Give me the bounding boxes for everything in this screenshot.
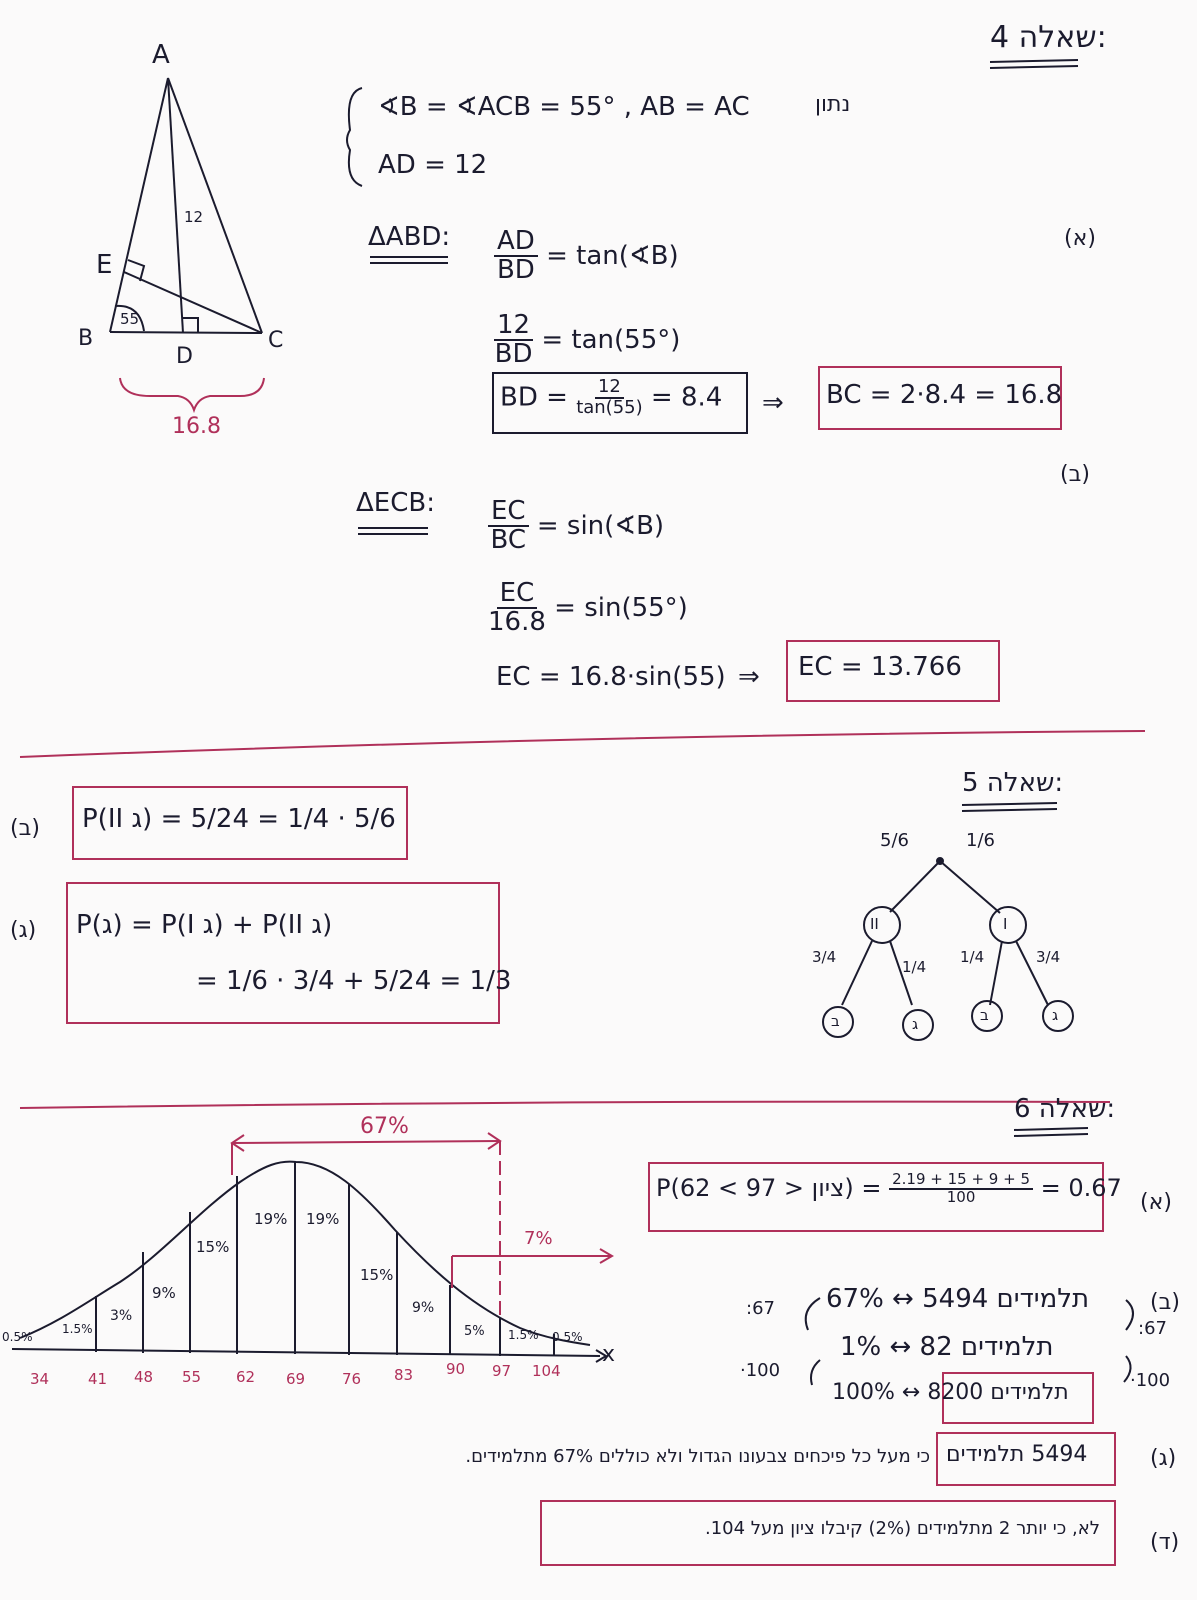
pct-4: 15% bbox=[196, 1238, 230, 1256]
pct-11: 0.5% bbox=[552, 1330, 583, 1344]
tick-69: 69 bbox=[286, 1370, 306, 1388]
ec-result: EC = 13.766 bbox=[798, 652, 962, 682]
vertex-e: E bbox=[96, 250, 113, 280]
segment-ec bbox=[124, 272, 262, 333]
vertex-c: C bbox=[268, 328, 284, 353]
p-a-expr: P(62 < ציון < 97) = $\frac{2.19 + 15 + 9 + 5}{100}$ = 0.67 bbox=[656, 1170, 1122, 1206]
tree-p-right: 1/6 bbox=[966, 830, 995, 851]
div-67-left: :67 bbox=[746, 1298, 775, 1319]
pct-2: 3% bbox=[110, 1308, 133, 1324]
tree-leaf-2: ג bbox=[912, 1015, 919, 1033]
side-bc bbox=[110, 332, 262, 333]
tree-p-lr: 1/4 bbox=[902, 958, 927, 976]
given-line1: ∢B = ∢ACB = 55° , AB = AC bbox=[378, 92, 750, 122]
angle-b-label: 55 bbox=[120, 310, 140, 328]
ad-length-label: 12 bbox=[184, 208, 204, 226]
q6-title: שאלה 6: bbox=[1014, 1094, 1116, 1124]
tree-node-ii: II bbox=[870, 915, 879, 933]
tick-97: 97 bbox=[492, 1362, 512, 1380]
bd-result: BD = $\frac{12}{\tan(55)}$ = 8.4 bbox=[500, 376, 723, 418]
tree-p-left: 5/6 bbox=[880, 830, 909, 851]
tree-node-i: I bbox=[1003, 915, 1008, 933]
vertex-a: A bbox=[152, 40, 170, 70]
q5-part-b-label: (ב) bbox=[10, 816, 40, 841]
implies-arrow-2: ⇒ bbox=[738, 662, 760, 692]
x-axis-label: x bbox=[602, 1342, 616, 1367]
pct-3: 9% bbox=[152, 1284, 176, 1302]
part-c-text: כי מעל כל פיכחים צבעונו הגדול ולא כוללים 67% מתלמידים. bbox=[465, 1446, 930, 1467]
pct-9: 5% bbox=[464, 1324, 485, 1339]
pct-8: 9% bbox=[412, 1300, 435, 1316]
mul-100-right: ·100 bbox=[1130, 1370, 1171, 1391]
ec-calc: EC = 16.8·sin(55) bbox=[496, 662, 726, 692]
tick-48: 48 bbox=[134, 1368, 154, 1386]
q4-part-b-label: (ב) bbox=[1060, 462, 1090, 487]
x-axis bbox=[12, 1349, 600, 1356]
pct-0: 0.5% bbox=[2, 1330, 33, 1344]
tick-76: 76 bbox=[342, 1370, 362, 1388]
q5-title: שאלה 5: bbox=[962, 768, 1064, 798]
row-67: 67% ↔ 5494 תלמידים bbox=[826, 1284, 1090, 1314]
vertex-d: D bbox=[176, 344, 193, 369]
tail-7-label: 7% bbox=[524, 1228, 553, 1249]
triangle-ecb-label: ΔECB: bbox=[356, 488, 435, 518]
triangle-diagram bbox=[110, 78, 262, 333]
mul-100-left: ·100 bbox=[740, 1360, 781, 1381]
p-g-line1: P(ג) = P(I ג) + P(II ג) bbox=[76, 910, 333, 940]
eq-sin-55: $\frac{EC}{16.8}$ = sin(55°) bbox=[488, 578, 688, 638]
q4-title: שאלה 4: bbox=[990, 20, 1107, 55]
tick-34: 34 bbox=[30, 1370, 50, 1388]
given-label: נתון bbox=[815, 92, 851, 117]
q6-part-a-label: (א) bbox=[1140, 1190, 1172, 1215]
q6-part-b-label: (ב) bbox=[1150, 1290, 1180, 1315]
tree-leaf-1: ב bbox=[831, 1012, 840, 1030]
tick-104: 104 bbox=[532, 1362, 561, 1380]
part-c-value: 5494 תלמידים bbox=[946, 1442, 1088, 1467]
tick-41: 41 bbox=[88, 1370, 108, 1388]
eq-sin-b: $\frac{EC}{BC}$ = sin(∢B) bbox=[488, 498, 664, 555]
p-ii-g: P(II ג) = 5/6 · 1/4 = 5/24 bbox=[82, 804, 396, 834]
pct-7: 15% bbox=[360, 1266, 394, 1284]
q4-part-a-label: (א) bbox=[1064, 226, 1096, 251]
pct-5: 19% bbox=[254, 1210, 288, 1228]
pct-6: 19% bbox=[306, 1210, 340, 1228]
vertex-b: B bbox=[78, 326, 94, 351]
tick-55: 55 bbox=[182, 1368, 202, 1386]
tick-62: 62 bbox=[236, 1368, 256, 1386]
q6-part-c-label: (ג) bbox=[1150, 1446, 1177, 1471]
eq-tan-55: $\frac{12}{BD}$ = tan(55°) bbox=[494, 310, 681, 370]
triangle-abd-label: ΔABD: bbox=[368, 222, 451, 252]
separator-2 bbox=[20, 1102, 1110, 1108]
bell-curve bbox=[20, 1162, 590, 1345]
node-i bbox=[990, 907, 1026, 943]
div-67-right: :67 bbox=[1138, 1318, 1167, 1339]
eq-tan-b: $\frac{AD}{BD}$ = tan(∢B) bbox=[494, 228, 679, 285]
tick-83: 83 bbox=[394, 1366, 414, 1384]
span-67-label: 67% bbox=[360, 1114, 409, 1139]
q6-part-d-label: (ד) bbox=[1150, 1530, 1180, 1555]
tree-leaf-3: ב bbox=[980, 1006, 989, 1024]
row-100: 100% ↔ 8200 תלמידים bbox=[832, 1380, 1069, 1405]
q5-part-c-label: (ג) bbox=[10, 918, 37, 943]
given-line2: AD = 12 bbox=[378, 150, 488, 180]
part-d-text: לא, כי יותר 2 מתלמידים (2%) קיבלו ציון מעל 104. bbox=[704, 1518, 1100, 1539]
tree-p-rl: 1/4 bbox=[960, 948, 985, 966]
pct-1: 1.5% bbox=[62, 1322, 93, 1336]
tree-leaf-4: ג bbox=[1052, 1006, 1059, 1024]
tree-p-rr: 3/4 bbox=[1036, 948, 1061, 966]
tree-p-ll: 3/4 bbox=[812, 948, 837, 966]
right-angle-d bbox=[183, 318, 198, 333]
p-g-box bbox=[66, 882, 500, 1024]
implies-arrow-1: ⇒ bbox=[762, 388, 784, 418]
side-ab bbox=[110, 78, 168, 332]
side-ac bbox=[168, 78, 262, 333]
pct-10: 1.5% bbox=[508, 1328, 539, 1342]
tick-90: 90 bbox=[446, 1360, 466, 1378]
p-g-line2: = 1/6 · 3/4 + 5/24 = 1/3 bbox=[196, 966, 512, 996]
bc-brace bbox=[120, 378, 264, 410]
bc-length-label: 16.8 bbox=[172, 414, 221, 439]
row-1: 1% ↔ 82 תלמידים bbox=[840, 1332, 1054, 1362]
separator-1 bbox=[20, 731, 1145, 757]
bc-result: BC = 2·8.4 = 16.8 bbox=[826, 380, 1063, 410]
